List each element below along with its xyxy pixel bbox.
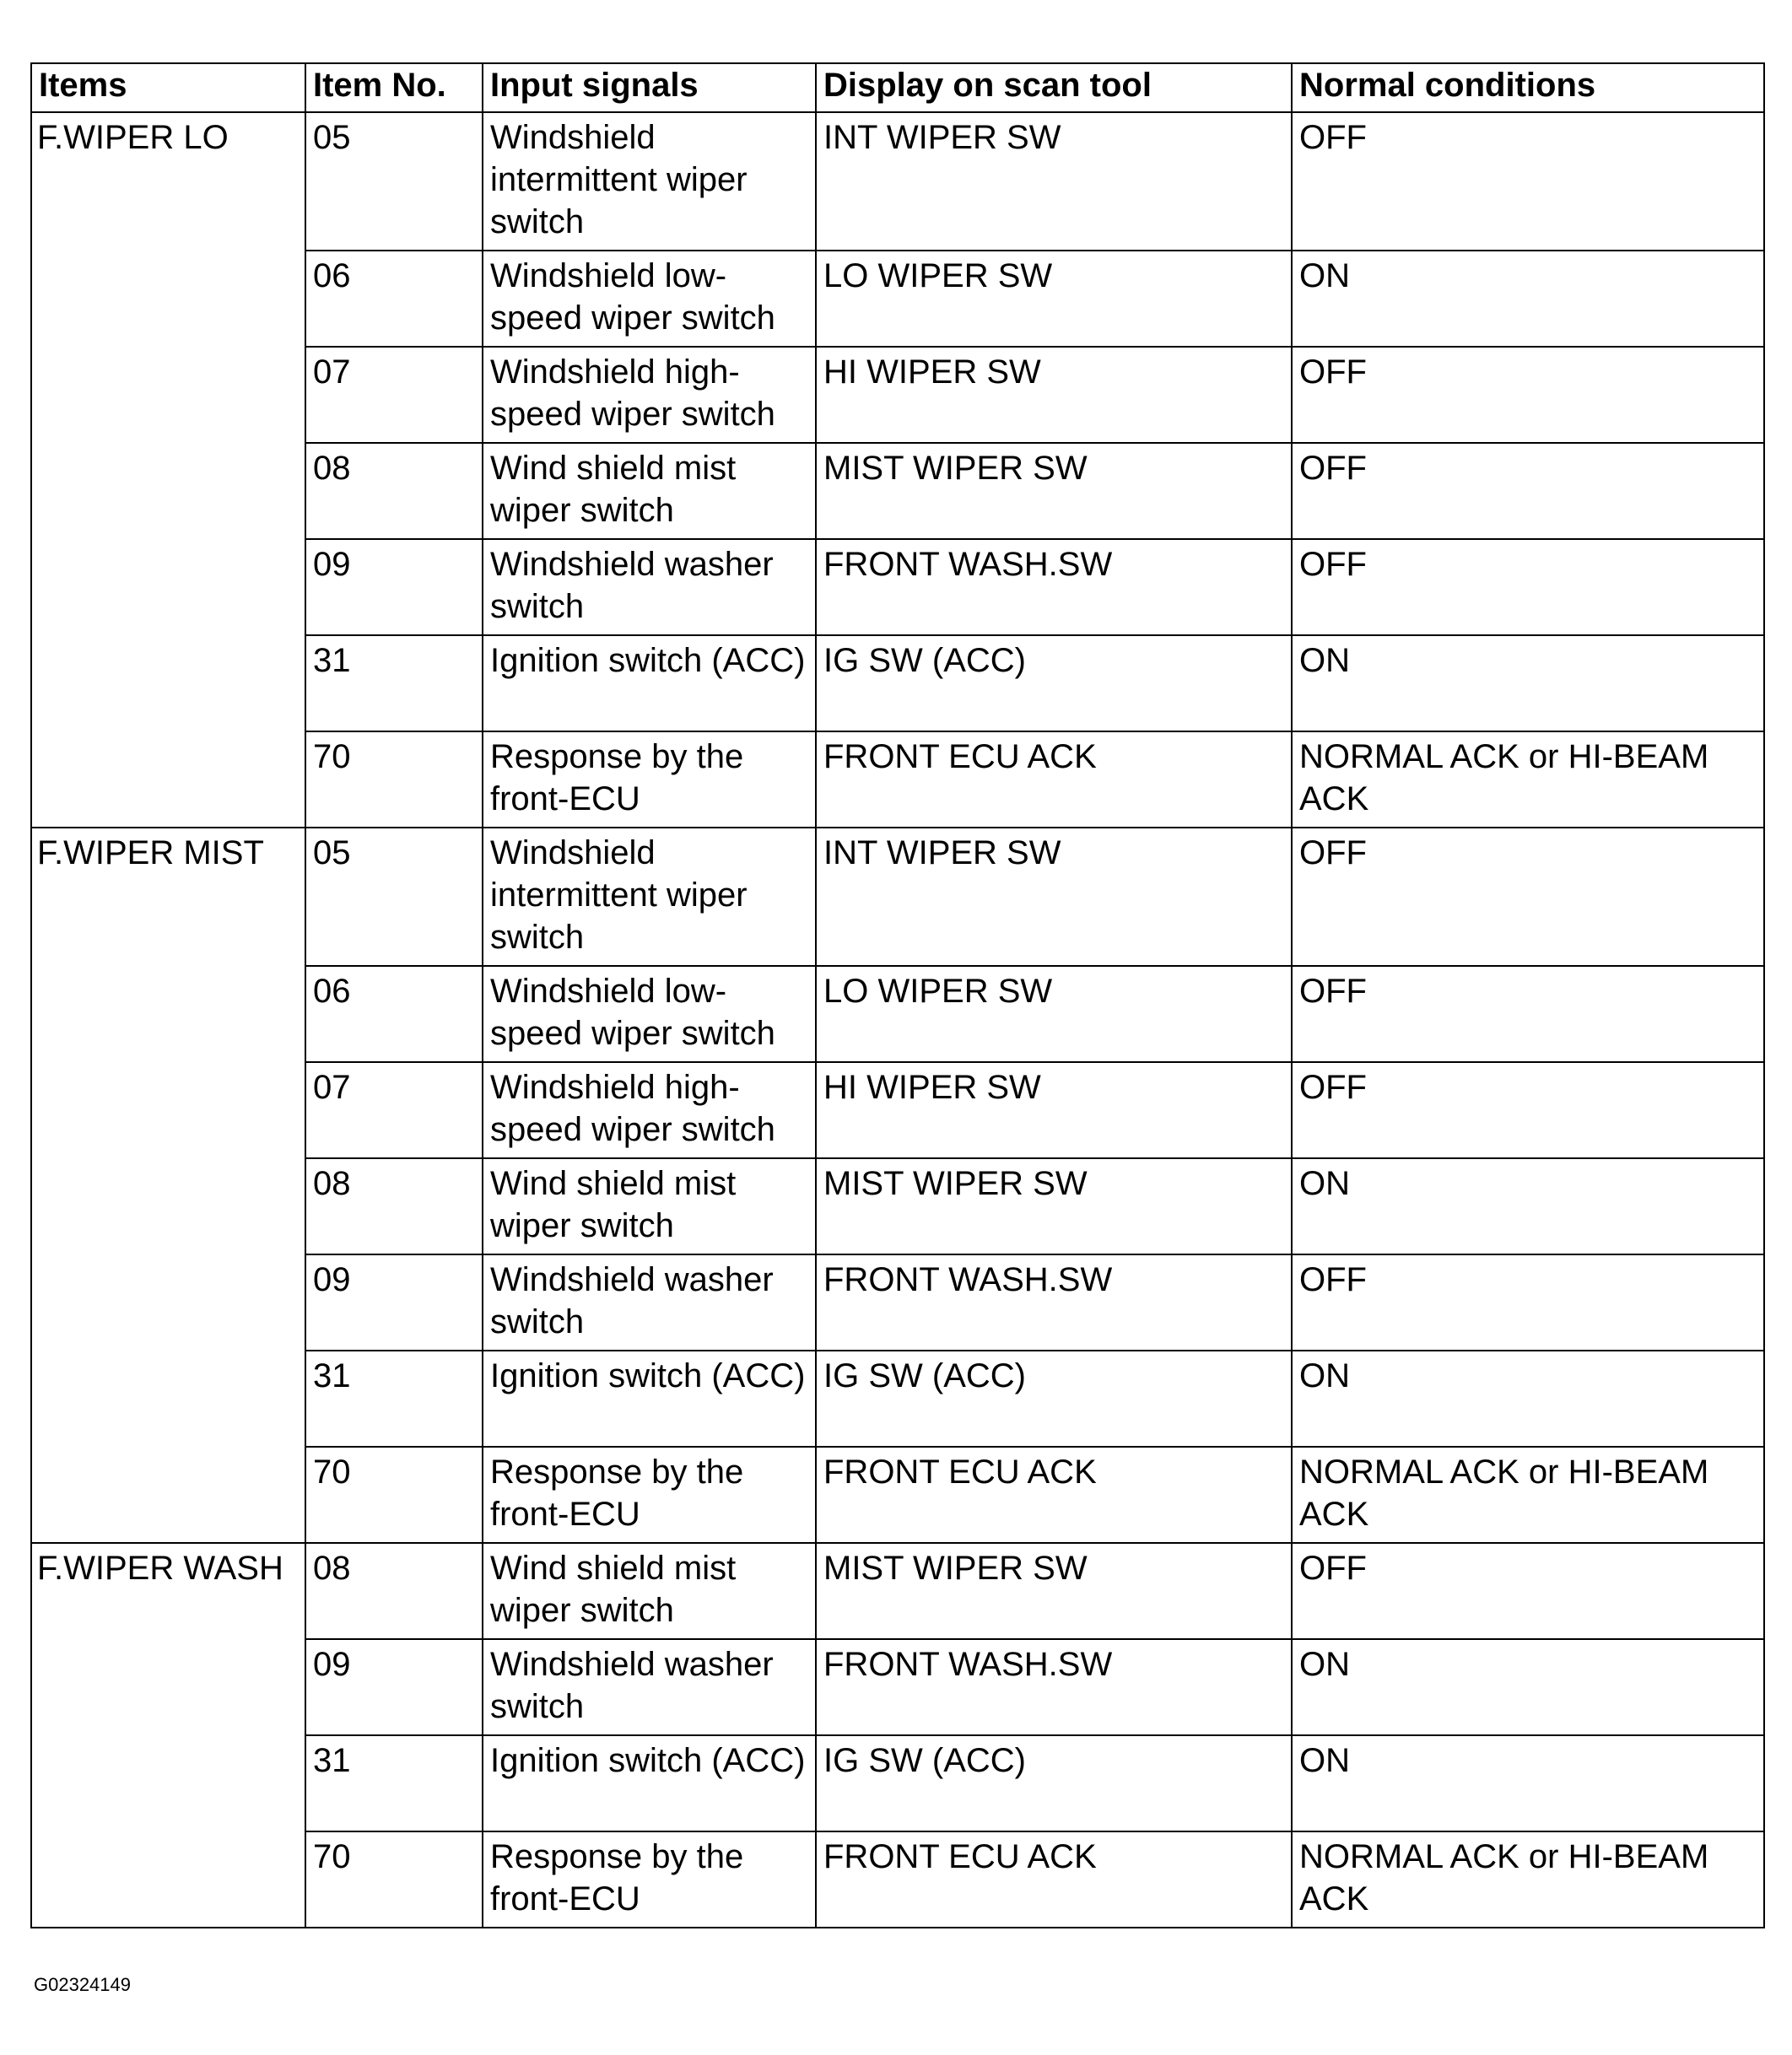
scan-tool-display-cell: IG SW (ACC)	[816, 1351, 1292, 1447]
scan-tool-display-cell: INT WIPER SW	[816, 828, 1292, 966]
item-number-cell: 09	[305, 539, 483, 635]
item-number-cell: 09	[305, 1639, 483, 1735]
normal-condition-cell: OFF	[1292, 1543, 1764, 1639]
normal-condition-cell: NORMAL ACK or HI-BEAM ACK	[1292, 1831, 1764, 1928]
item-number-cell: 31	[305, 1735, 483, 1831]
scan-tool-display-cell: LO WIPER SW	[816, 966, 1292, 1062]
input-signal-cell: Ignition switch (ACC)	[483, 635, 816, 731]
item-number-cell: 08	[305, 443, 483, 539]
scan-tool-display-cell: FRONT ECU ACK	[816, 731, 1292, 828]
normal-condition-cell: ON	[1292, 1735, 1764, 1831]
item-number-cell: 08	[305, 1543, 483, 1639]
item-number-cell: 70	[305, 1447, 483, 1543]
normal-condition-cell: OFF	[1292, 347, 1764, 443]
table-row	[31, 112, 1764, 251]
header-items: Items	[31, 63, 305, 112]
item-number-cell: 31	[305, 635, 483, 731]
scan-tool-display-cell: FRONT WASH.SW	[816, 1254, 1292, 1351]
normal-condition-cell: ON	[1292, 1639, 1764, 1735]
table-body	[31, 112, 1764, 1928]
input-signal-cell: Wind shield mist wiper switch	[483, 1543, 816, 1639]
normal-condition-cell: OFF	[1292, 112, 1764, 251]
scan-tool-display-cell: HI WIPER SW	[816, 347, 1292, 443]
scan-tool-display-cell: FRONT WASH.SW	[816, 539, 1292, 635]
normal-condition-cell: ON	[1292, 1158, 1764, 1254]
input-signal-cell: Wind shield mist wiper switch	[483, 1158, 816, 1254]
normal-condition-cell: ON	[1292, 1351, 1764, 1447]
normal-condition-cell: OFF	[1292, 966, 1764, 1062]
input-signal-cell: Windshield intermittent wiper switch	[483, 112, 816, 251]
scan-tool-display-cell: LO WIPER SW	[816, 251, 1292, 347]
item-group-cell: F.WIPER WASH	[31, 1543, 305, 1928]
header-display-on-scan-tool: Display on scan tool	[816, 63, 1292, 112]
scan-tool-display-cell: IG SW (ACC)	[816, 635, 1292, 731]
item-number-cell: 70	[305, 731, 483, 828]
table-header-row	[31, 63, 1764, 112]
input-signal-cell: Response by the front-ECU	[483, 731, 816, 828]
input-signal-cell: Windshield high-speed wiper switch	[483, 347, 816, 443]
scan-tool-display-cell: MIST WIPER SW	[816, 1543, 1292, 1639]
normal-condition-cell: OFF	[1292, 828, 1764, 966]
figure-code: G02324149	[34, 1974, 131, 1995]
input-signal-cell: Windshield washer switch	[483, 1639, 816, 1735]
header-normal-conditions: Normal conditions	[1292, 63, 1764, 112]
input-signal-cell: Ignition switch (ACC)	[483, 1735, 816, 1831]
scan-tool-display-cell: IG SW (ACC)	[816, 1735, 1292, 1831]
input-signal-cell: Windshield low-speed wiper switch	[483, 966, 816, 1062]
item-number-cell: 07	[305, 1062, 483, 1158]
input-signal-cell: Response by the front-ECU	[483, 1831, 816, 1928]
input-signal-cell: Windshield washer switch	[483, 539, 816, 635]
item-number-cell: 70	[305, 1831, 483, 1928]
input-signal-cell: Windshield washer switch	[483, 1254, 816, 1351]
normal-condition-cell: OFF	[1292, 443, 1764, 539]
input-signal-cell: Windshield high-speed wiper switch	[483, 1062, 816, 1158]
normal-condition-cell: NORMAL ACK or HI-BEAM ACK	[1292, 731, 1764, 828]
scan-tool-display-cell: MIST WIPER SW	[816, 443, 1292, 539]
input-signal-cell: Response by the front-ECU	[483, 1447, 816, 1543]
item-number-cell: 05	[305, 112, 483, 251]
item-number-cell: 06	[305, 251, 483, 347]
item-number-cell: 07	[305, 347, 483, 443]
table-row	[31, 1543, 1764, 1639]
scan-tool-display-cell: INT WIPER SW	[816, 112, 1292, 251]
header-input-signals: Input signals	[483, 63, 816, 112]
document-sheet	[30, 62, 1763, 1928]
normal-condition-cell: ON	[1292, 635, 1764, 731]
input-signal-cell: Ignition switch (ACC)	[483, 1351, 816, 1447]
header-item-no: Item No.	[305, 63, 483, 112]
item-number-cell: 09	[305, 1254, 483, 1351]
normal-condition-cell: OFF	[1292, 1254, 1764, 1351]
scan-tool-display-cell: MIST WIPER SW	[816, 1158, 1292, 1254]
normal-condition-cell: OFF	[1292, 539, 1764, 635]
table-row	[31, 828, 1764, 966]
scan-tool-display-cell: FRONT ECU ACK	[816, 1447, 1292, 1543]
scan-tool-display-cell: HI WIPER SW	[816, 1062, 1292, 1158]
normal-condition-cell: OFF	[1292, 1062, 1764, 1158]
input-signal-cell: Windshield low-speed wiper switch	[483, 251, 816, 347]
item-group-cell: F.WIPER MIST	[31, 828, 305, 1543]
signal-table	[30, 62, 1765, 1928]
item-number-cell: 06	[305, 966, 483, 1062]
normal-condition-cell: ON	[1292, 251, 1764, 347]
item-group-cell: F.WIPER LO	[31, 112, 305, 828]
scan-tool-display-cell: FRONT ECU ACK	[816, 1831, 1292, 1928]
item-number-cell: 05	[305, 828, 483, 966]
input-signal-cell: Windshield intermittent wiper switch	[483, 828, 816, 966]
item-number-cell: 31	[305, 1351, 483, 1447]
input-signal-cell: Wind shield mist wiper switch	[483, 443, 816, 539]
item-number-cell: 08	[305, 1158, 483, 1254]
normal-condition-cell: NORMAL ACK or HI-BEAM ACK	[1292, 1447, 1764, 1543]
scan-tool-display-cell: FRONT WASH.SW	[816, 1639, 1292, 1735]
